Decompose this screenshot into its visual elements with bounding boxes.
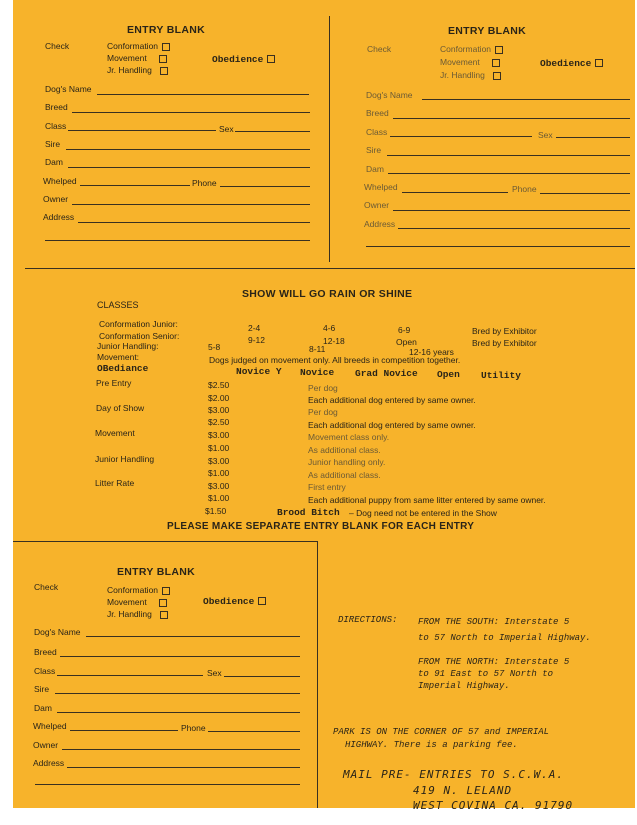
address-label: Address	[364, 219, 396, 229]
whelped-line[interactable]	[402, 192, 508, 193]
checkbox-icon[interactable]	[159, 599, 167, 607]
obedience-class-4: Open	[437, 369, 460, 380]
conf-junior-col-1: 2-4	[248, 323, 261, 333]
checkbox-icon[interactable]	[162, 587, 170, 595]
address-line-2[interactable]	[45, 240, 310, 241]
class-line[interactable]	[390, 136, 532, 137]
whelped-label: Whelped	[43, 176, 77, 186]
check-obedience[interactable]: Obedience	[212, 54, 275, 65]
fee-price: $1.00	[208, 443, 230, 453]
checkbox-icon[interactable]	[595, 59, 603, 67]
park-line-2: HIGHWAY. There is a parking fee.	[345, 740, 518, 750]
fee-label: Junior Handling	[95, 454, 155, 464]
fee-desc: Each additional puppy from same litter entered by same owner.	[308, 495, 546, 505]
sex-label: Sex	[207, 668, 222, 678]
sire-line[interactable]	[387, 155, 630, 156]
fee-desc: Movement class only.	[308, 432, 390, 442]
fee-price: $3.00	[208, 405, 230, 415]
fee-desc: Each additional dog entered by same owner.	[308, 395, 476, 405]
class-label: Class	[45, 121, 67, 131]
park-line-1: PARK IS ON THE CORNER OF 57 and IMPERIAL	[333, 727, 550, 737]
check-conformation[interactable]: Conformation	[440, 44, 503, 54]
check-jr-handling[interactable]: Jr. Handling	[107, 609, 168, 619]
dam-line[interactable]	[57, 712, 300, 713]
sire-line[interactable]	[55, 693, 300, 694]
mail-line-3: WEST COVINA CA. 91790	[413, 799, 574, 812]
fee-label: Day of Show	[96, 403, 145, 413]
fee-label: Pre Entry	[96, 378, 132, 388]
movement-label: Movement:	[97, 352, 140, 362]
fee-label: Litter Rate	[95, 478, 135, 488]
directions-label: DIRECTIONS:	[338, 615, 398, 625]
obedience-label: OBediance	[97, 363, 149, 374]
checkbox-icon[interactable]	[160, 611, 168, 619]
dogs-name-label: Dog's Name	[45, 84, 92, 94]
owner-line[interactable]	[62, 749, 300, 750]
fee-price: $2.00	[208, 393, 230, 403]
jh-col-2: 8-11	[309, 344, 326, 354]
conf-senior-col-2: 12-18	[323, 336, 345, 346]
movement-note: Dogs judged on movement only. All breeds in competition together.	[209, 355, 461, 365]
checkbox-icon[interactable]	[495, 46, 503, 54]
obedience-class-3: Grad Novice	[355, 368, 418, 379]
check-movement[interactable]: Movement	[440, 57, 500, 67]
check-jr-handling[interactable]: Jr. Handling	[107, 65, 168, 75]
sex-line[interactable]	[556, 137, 630, 138]
dam-label: Dam	[34, 703, 52, 713]
address-line-2[interactable]	[35, 784, 300, 785]
breed-label: Breed	[34, 647, 57, 657]
conf-junior-col-4: Bred by Exhibitor	[472, 326, 537, 336]
dam-line[interactable]	[68, 167, 310, 168]
directions-south-1: FROM THE SOUTH: Interstate 5	[418, 617, 570, 627]
whelped-label: Whelped	[364, 182, 398, 192]
class-label: Class	[34, 666, 56, 676]
owner-line[interactable]	[393, 210, 630, 211]
address-line-2[interactable]	[366, 246, 630, 247]
owner-line[interactable]	[72, 204, 310, 205]
separate-entry-notice: PLEASE MAKE SEPARATE ENTRY BLANK FOR EACH ENTRY	[167, 521, 475, 532]
check-obedience[interactable]: Obedience	[203, 596, 266, 607]
brood-price: $1.50	[205, 506, 227, 516]
breed-line[interactable]	[72, 112, 310, 113]
conf-junior-col-3: 6-9	[398, 325, 411, 335]
check-movement[interactable]: Movement	[107, 597, 167, 607]
fee-label: Movement	[95, 428, 135, 438]
fee-price: $1.00	[208, 493, 230, 503]
dam-line[interactable]	[388, 173, 630, 174]
fee-price: $2.50	[208, 417, 230, 427]
jh-col-3: 12-16 years	[409, 347, 454, 357]
directions-north-3: Imperial Highway.	[418, 681, 510, 691]
conf-senior-col-4: Bred by Exhibitor	[472, 338, 537, 348]
check-conformation[interactable]: Conformation	[107, 585, 170, 595]
check-conformation[interactable]: Conformation	[107, 41, 170, 51]
fee-desc: Per dog	[308, 383, 338, 393]
class-line[interactable]	[68, 130, 216, 131]
directions-north-1: FROM THE NORTH: Interstate 5	[418, 657, 570, 667]
checkbox-icon[interactable]	[162, 43, 170, 51]
address-label: Address	[43, 212, 75, 222]
breed-line[interactable]	[60, 656, 300, 657]
obedience-class-2: Novice	[300, 367, 335, 378]
fee-price: $2.50	[208, 380, 230, 390]
dogs-name-label: Dog's Name	[34, 627, 81, 637]
fee-desc: Junior handling only.	[308, 457, 386, 467]
horizontal-divider-top	[25, 268, 635, 269]
dogs-name-label: Dog's Name	[366, 90, 413, 100]
conformation-senior-label: Conformation Senior:	[99, 331, 180, 341]
phone-line[interactable]	[540, 193, 630, 194]
fee-desc: Per dog	[308, 407, 338, 417]
check-label: Check	[34, 582, 59, 592]
check-label: Check	[45, 41, 70, 51]
address-line-1[interactable]	[78, 222, 310, 223]
phone-line[interactable]	[208, 731, 300, 732]
owner-label: Owner	[33, 740, 59, 750]
entry-blank-title: ENTRY BLANK	[448, 25, 526, 37]
fee-desc: As additional class.	[308, 445, 381, 455]
mail-line-1: MAIL PRE- ENTRIES TO S.C.W.A.	[343, 768, 565, 781]
mail-line-2: 419 N. LELAND	[413, 784, 513, 797]
address-line-1[interactable]	[398, 228, 630, 229]
checkbox-icon[interactable]	[492, 59, 500, 67]
checkbox-icon[interactable]	[267, 55, 275, 63]
fee-price: $3.00	[208, 456, 230, 466]
entry-blank-title: ENTRY BLANK	[117, 566, 195, 578]
checkbox-icon[interactable]	[258, 597, 266, 605]
fee-price: $3.00	[208, 430, 230, 440]
conf-junior-col-2: 4-6	[323, 323, 336, 333]
directions-south-2: to 57 North to Imperial Highway.	[418, 633, 591, 643]
dam-label: Dam	[45, 157, 63, 167]
sex-label: Sex	[538, 130, 553, 140]
fee-price: $1.00	[208, 468, 230, 478]
whelped-line[interactable]	[70, 730, 178, 731]
check-label: Check	[367, 44, 392, 54]
address-label: Address	[33, 758, 65, 768]
class-label: Class	[366, 127, 388, 137]
owner-label: Owner	[43, 194, 69, 204]
sire-line[interactable]	[66, 149, 310, 150]
horizontal-divider-bottom	[13, 541, 318, 542]
vertical-divider-bottom	[317, 541, 318, 808]
classes-heading: CLASSES	[97, 300, 139, 310]
phone-label: Phone	[192, 178, 217, 188]
phone-line[interactable]	[220, 186, 310, 187]
junior-handling-label: Junior Handling:	[97, 341, 159, 351]
address-line-1[interactable]	[67, 767, 300, 768]
conf-senior-col-3: Open	[396, 337, 417, 347]
fee-desc: First entry	[308, 482, 346, 492]
checkbox-icon[interactable]	[159, 55, 167, 63]
conf-senior-col-1: 9-12	[248, 335, 266, 345]
check-movement[interactable]: Movement	[107, 53, 167, 63]
sire-label: Sire	[366, 145, 382, 155]
breed-label: Breed	[366, 108, 389, 118]
phone-label: Phone	[512, 184, 537, 194]
obedience-class-5: Utility	[481, 370, 521, 381]
sire-label: Sire	[45, 139, 61, 149]
whelped-label: Whelped	[33, 721, 67, 731]
sex-line[interactable]	[235, 131, 310, 132]
sex-label: Sex	[219, 124, 234, 134]
conformation-junior-label: Conformation Junior:	[99, 319, 178, 329]
checkbox-icon[interactable]	[160, 67, 168, 75]
vertical-divider-top	[329, 16, 330, 262]
show-notice: SHOW WILL GO RAIN OR SHINE	[242, 288, 413, 300]
checkbox-icon[interactable]	[493, 72, 501, 80]
fee-price: $3.00	[208, 481, 230, 491]
class-line[interactable]	[57, 675, 203, 676]
dam-label: Dam	[366, 164, 384, 174]
check-obedience[interactable]: Obedience	[540, 58, 603, 69]
breed-line[interactable]	[393, 118, 630, 119]
dogs-name-line[interactable]	[97, 94, 309, 95]
check-jr-handling[interactable]: Jr. Handling	[440, 70, 501, 80]
entry-blank-title: ENTRY BLANK	[127, 24, 205, 36]
dogs-name-line[interactable]	[86, 636, 300, 637]
sire-label: Sire	[34, 684, 50, 694]
jh-col-1: 5-8	[208, 342, 221, 352]
brood-label: Brood Bitch	[277, 507, 340, 518]
owner-label: Owner	[364, 200, 390, 210]
fee-desc: As additional class.	[308, 470, 381, 480]
dogs-name-line[interactable]	[422, 99, 630, 100]
brood-note: – Dog need not be entered in the Show	[349, 508, 497, 518]
directions-north-2: to 91 East to 57 North to	[418, 669, 554, 679]
fee-desc: Each additional dog entered by same owner.	[308, 420, 476, 430]
sex-line[interactable]	[224, 676, 300, 677]
phone-label: Phone	[181, 723, 206, 733]
breed-label: Breed	[45, 102, 68, 112]
obedience-class-1: Novice Y	[236, 366, 282, 377]
whelped-line[interactable]	[80, 185, 190, 186]
